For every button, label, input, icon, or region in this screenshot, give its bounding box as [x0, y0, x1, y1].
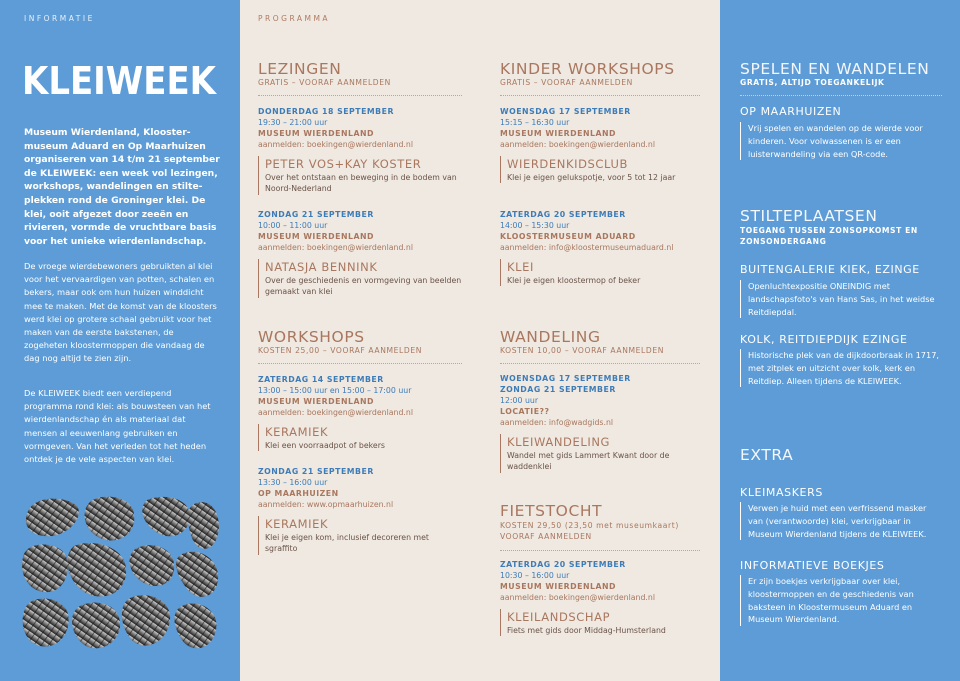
- divider: [258, 95, 462, 96]
- event-fietstocht: [500, 559, 700, 636]
- event-register: aanmelden: boekingen@wierdenland.nl: [500, 593, 655, 602]
- spelen-title: SPELEN EN WANDELEN: [740, 60, 930, 78]
- event-kinder-1: [500, 106, 700, 183]
- fietstocht-subtitle: KOSTEN 29,50 (23,50 met museumkaart) VOORAF AANMELDEN: [500, 521, 679, 541]
- kinder-subtitle: GRATIS – VOORAF AANMELDEN: [500, 78, 633, 87]
- boekjes-text: Er zijn boekjes verkrijgbaar over klei, kloostermoppen en de geschiedenis van baksteen in Kloostermuseum Aduard en Museum Wierdenland.: [740, 575, 942, 626]
- event-time: 13:00 – 15:00 uur en 15:00 – 17:00 uur: [258, 386, 412, 395]
- extra-section: [740, 446, 942, 464]
- event-register: aanmelden: boekingen@wierdenland.nl: [500, 140, 655, 149]
- event-workshop-1: [258, 374, 462, 451]
- event-date: ZONDAG 21 SEPTEMBER: [500, 385, 616, 394]
- programma-column-right: [480, 0, 720, 681]
- paragraph-program: De KLEIWEEK biedt een verdiepend programma rond klei: als bouwsteen van het wierdenlandschap én als materiaal dat mensen al eeuwenlang gebruiken en vormgeven. Van het verleden tot het heden ontdek je de vele aspecten van klei.: [24, 388, 211, 465]
- event-name: PETER VOS+KAY KOSTER: [265, 157, 422, 171]
- item-kleimaskers: KLEIMASKERS: [740, 486, 823, 499]
- event-location: MUSEUM WIERDENLAND: [500, 129, 616, 138]
- event-description: Klei je eigen gelukspotje, voor 5 tot 12 jaar: [507, 173, 676, 182]
- workshops-title: WORKSHOPS: [258, 328, 365, 346]
- informatie-column: [0, 0, 240, 681]
- divider: [500, 363, 700, 364]
- event-name: KERAMIEK: [265, 425, 329, 439]
- spelen-section: [740, 60, 942, 96]
- place-buitengalerie: BUITENGALERIE KIEK, EZINGE: [740, 263, 920, 276]
- place-kolk: KOLK, REITDIEPDIJK EZINGE: [740, 333, 908, 346]
- event-time: 12:00 uur: [500, 396, 539, 405]
- event-register: aanmelden: boekingen@wierdenland.nl: [258, 140, 413, 149]
- event-date: ZONDAG 21 SEPTEMBER: [258, 210, 374, 219]
- stilte-text-1: Openluchtexpositie ONEINDIG met landschapsfoto's van Hans Sas, in het weidse Reitdiepdal.: [740, 280, 942, 318]
- spelen-text: Vrij spelen en wandelen op de wierde voor kinderen. Voor volwassenen is er een luisterwandeling via een QR-code.: [740, 122, 942, 160]
- event-date: WOENSDAG 17 SEPTEMBER: [500, 107, 631, 116]
- event-name: NATASJA BENNINK: [265, 260, 378, 274]
- spelen-subtitle: GRATIS, ALTIJD TOEGANKELIJK: [740, 78, 885, 87]
- workshops-section: [258, 328, 462, 364]
- event-name: KLEI: [507, 260, 535, 274]
- event-name: KLEILANDSCHAP: [507, 610, 611, 624]
- event-register: aanmelden: www.opmaarhuizen.nl: [258, 500, 394, 509]
- event-location: MUSEUM WIERDENLAND: [258, 397, 374, 406]
- svg-text:KLEIWEEK: KLEIWEEK: [22, 59, 218, 102]
- event-description: Wandel met gids Lammert Kwant door de waddenklei: [507, 451, 670, 472]
- event-name: KERAMIEK: [265, 517, 329, 531]
- stilte-title: STILTEPLAATSEN: [740, 207, 878, 225]
- lezingen-section: [258, 60, 462, 96]
- divider: [500, 95, 700, 96]
- lezingen-title: LEZINGEN: [258, 60, 342, 78]
- event-time: 10:30 – 16:00 uur: [500, 571, 570, 580]
- event-date: ZONDAG 21 SEPTEMBER: [258, 467, 374, 476]
- informatie-header: INFORMATIE: [24, 14, 95, 23]
- event-name: KLEIWANDELING: [507, 435, 611, 449]
- event-lezing-1: [258, 106, 462, 195]
- kleimaskers-text: Verwen je huid met een verfrissend masker van (verantwoorde) klei, verkrijgbaar in Museum Wierdenland tijdens de KLEIWEEK.: [740, 502, 942, 540]
- kinder-title: KINDER WORKSHOPS: [500, 60, 675, 78]
- event-time: 10:00 – 11:00 uur: [258, 221, 328, 230]
- event-description: Over het ontstaan en beweging in de bodem van Noord-Nederland: [265, 173, 457, 194]
- event-time: 13:30 – 16:00 uur: [258, 478, 328, 487]
- stilte-section: [740, 207, 942, 247]
- event-description: Over de geschiedenis en vormgeving van beelden gemaakt van klei: [265, 276, 462, 297]
- wandeling-subtitle: KOSTEN 10,00 – VOORAF AANMELDEN: [500, 346, 665, 355]
- event-location: LOCATIE??: [500, 407, 550, 416]
- event-date: ZATERDAG 20 SEPTEMBER: [500, 560, 626, 569]
- event-date: WOENSDAG 17 SEPTEMBER: [500, 374, 631, 383]
- divider: [740, 95, 942, 96]
- event-workshop-2: [258, 466, 462, 555]
- programma-column-left: [240, 0, 480, 681]
- extra-title: EXTRA: [740, 446, 794, 464]
- event-date: ZATERDAG 20 SEPTEMBER: [500, 210, 626, 219]
- event-description: Klei je eigen kom, inclusief decoreren met sgraffito: [265, 533, 429, 554]
- event-lezing-2: [258, 209, 462, 298]
- item-informatieve-boekjes: INFORMATIEVE BOEKJES: [740, 559, 885, 572]
- stilte-text-2: Historische plek van de dijkdoorbraak in 1717, met zitplek en uitzicht over kolk, kerk en Reitdiep. Alleen tijdens de KLEIWEEK.: [740, 349, 942, 387]
- event-kinder-2: [500, 209, 700, 286]
- event-register: aanmelden: boekingen@wierdenland.nl: [258, 243, 413, 252]
- divider: [500, 550, 700, 551]
- event-description: Klei je eigen kloostermop of beker: [507, 276, 641, 285]
- wandeling-title: WANDELING: [500, 328, 601, 346]
- lezingen-subtitle: GRATIS – VOORAF AANMELDEN: [258, 78, 391, 87]
- kleiweek-logo: [22, 58, 222, 102]
- place-op-maarhuizen: OP MAARHUIZEN: [740, 105, 842, 118]
- event-location: MUSEUM WIERDENLAND: [500, 582, 616, 591]
- event-register: aanmelden: boekingen@wierdenland.nl: [258, 408, 413, 417]
- event-description: Fiets met gids door Middag-Humsterland: [507, 626, 666, 635]
- event-location: OP MAARHUIZEN: [258, 489, 339, 498]
- wandeling-section: [500, 328, 700, 364]
- event-wandeling: [500, 373, 700, 473]
- event-time: 14:00 – 15:30 uur: [500, 221, 570, 230]
- extra-column: [720, 0, 960, 681]
- event-location: KLOOSTERMUSEUM ADUARD: [500, 232, 636, 241]
- event-location: MUSEUM WIERDENLAND: [258, 232, 374, 241]
- event-description: Klei een voorraadpot of bekers: [265, 441, 385, 450]
- programma-header: PROGRAMMA: [258, 14, 331, 23]
- stilte-subtitle: TOEGANG TUSSEN ZONSOPKOMST EN ZONSONDERGANG: [740, 226, 918, 246]
- event-date: DONDERDAG 18 SEPTEMBER: [258, 107, 394, 116]
- workshops-subtitle: KOSTEN 25,00 – VOORAF AANMELDEN: [258, 346, 423, 355]
- paragraph-history: De vroege wierdebewoners gebruikten al klei voor het vervaardigen van potten, schalen en bekers, maar ook om hun huizen winddicht mee te maken. Met de komst van de kloosters werd klei op grotere schaal gebruikt voor het maken van de eerste bakstenen, de zogeheten kloostermoppen die vandaag de dag nog altijd te zien zijn.: [24, 261, 217, 364]
- fietstocht-section: [500, 502, 700, 551]
- event-time: 19:30 – 21:00 uur: [258, 118, 328, 127]
- photo-blobs-landscape: [22, 494, 222, 656]
- event-name: WIERDENKIDSCLUB: [507, 157, 629, 171]
- intro-text: Museum Wierdenland, Klooster-museum Aduard en Op Maarhuizen organiseren van 14 t/m 21 september de KLEIWEEK: een week vol lezingen, workshops, wandelingen en stilte-plekken rond de Groninger klei. De klei, ooit afgezet door zeeën en rivieren, vormde de vruchtbare basis voor het unieke wierdenlandschap.: [24, 127, 220, 247]
- kinder-section: [500, 60, 700, 96]
- divider: [258, 363, 462, 364]
- event-location: MUSEUM WIERDENLAND: [258, 129, 374, 138]
- fietstocht-title: FIETSTOCHT: [500, 502, 603, 520]
- event-register: aanmelden: info@wadgids.nl: [500, 418, 614, 427]
- event-date: ZATERDAG 14 SEPTEMBER: [258, 375, 384, 384]
- event-register: aanmelden: info@kloostermuseumaduard.nl: [500, 243, 674, 252]
- event-time: 15:15 – 16:30 uur: [500, 118, 570, 127]
